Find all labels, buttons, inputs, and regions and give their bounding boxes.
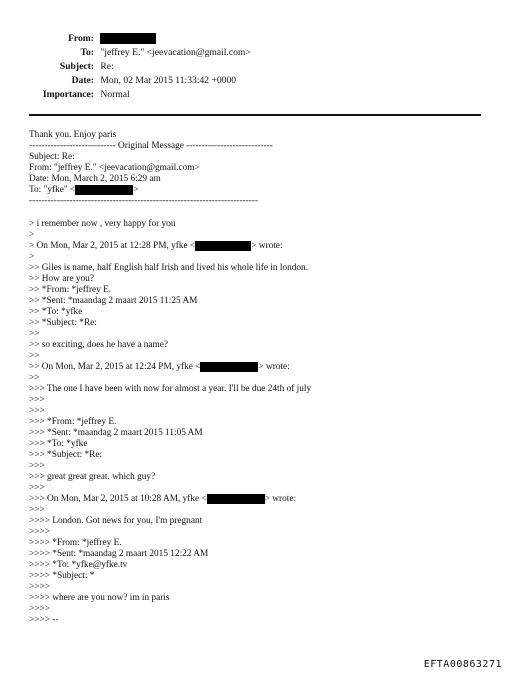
body-line — [29, 241, 283, 252]
redaction-box — [195, 241, 251, 251]
body-line: Date: Mon, March 2, 2015 6:29 am — [29, 174, 161, 184]
body-line: >>>> — [29, 604, 50, 614]
body-line: >>> *From: *jeffrey E. — [29, 417, 117, 427]
body-text: > — [133, 185, 139, 196]
header-date — [60, 75, 236, 87]
body-line: >>>> — [29, 527, 50, 537]
subject-value: Re: — [100, 61, 114, 72]
bates-number: EFTA00863271 — [423, 659, 502, 670]
to-value: "jeffrey E." <jeevacation@gmail.com> — [100, 47, 251, 58]
body-line: >>> — [29, 395, 45, 405]
date-value: Mon, 02 Mar 2015 11:33:42 +0000 — [100, 75, 237, 86]
body-line — [29, 185, 139, 196]
body-line: >>>> -- — [29, 615, 59, 625]
body-line: >>>> *Sent: *maandag 2 maart 2015 12:22 AM — [29, 549, 209, 559]
redaction-box — [75, 185, 133, 195]
redaction-box — [200, 362, 258, 372]
body-line: >> so exciting, does he have a name? — [29, 340, 169, 350]
body-line: >>> great great great. which guy? — [29, 472, 156, 482]
body-line: >>>> London. Got news for you, I'm pregnant — [29, 516, 203, 526]
body-line: Thank you. Enjoy paris — [29, 130, 117, 140]
body-text: >>> On Mon, Mar 2, 2015 at 10:28 AM, yfke < — [29, 494, 207, 505]
to-label: To: — [80, 47, 94, 58]
body-text: >> On Mon, Mar 2, 2015 at 12:24 PM, yfke < — [29, 362, 201, 373]
body-line: >>> — [29, 406, 45, 416]
body-line: >> *Sent: *maandag 2 maart 2015 11:25 AM — [29, 296, 198, 306]
subject-label: Subject: — [59, 61, 94, 72]
body-line: >>> The one I have been with now for almost a year. I'll be due 24th of july — [29, 384, 312, 394]
date-label: Date: — [71, 75, 94, 86]
body-line — [29, 494, 296, 505]
body-line: >>> — [29, 483, 45, 493]
body-line: >>>> where are you now? im in paris — [29, 593, 170, 603]
body-line: >> *Subject: *Re: — [29, 318, 97, 328]
body-line: >> Giles is name, half English half Irish and lived his whole life in london. — [29, 263, 309, 273]
body-line: >> How are you? — [29, 274, 94, 284]
importance-value: Normal — [100, 89, 130, 100]
body-line: >>>> *To: *yfke@yfke.tv — [29, 560, 128, 570]
body-line: >> — [29, 329, 40, 339]
redaction-box — [207, 494, 265, 504]
body-line: >> *From: *jeffrey E. — [29, 285, 112, 295]
body-line: >>>> *Subject: * — [29, 571, 95, 581]
body-line: >> — [29, 351, 40, 361]
body-line: >>> — [29, 461, 45, 471]
body-text: > On Mon, Mar 2, 2015 at 12:28 PM, yfke < — [29, 241, 196, 252]
header-divider — [29, 114, 481, 116]
importance-label: Importance: — [42, 89, 94, 100]
body-line: ---------------------------- Original Message ---------------------------- — [29, 141, 273, 151]
body-text: To: "yfke" < — [29, 185, 76, 196]
body-line: > — [29, 252, 35, 262]
body-line: >>> *Subject: *Re: — [29, 450, 103, 460]
body-text: > wrote: — [251, 241, 283, 252]
body-line: >>>> *From: *jeffrey E. — [29, 538, 122, 548]
body-text: > wrote: — [264, 494, 297, 505]
body-line: >>> — [29, 505, 45, 515]
body-text: > wrote: — [258, 362, 290, 373]
body-line: >>> *To: *yfke — [29, 439, 88, 449]
body-line: > i remember now , very happy for you — [29, 219, 176, 229]
header-importance — [35, 89, 130, 101]
body-line: > — [29, 230, 35, 240]
body-line: >>> *Sent: *maandag 2 maart 2015 11:05 AM — [29, 428, 203, 438]
body-line — [29, 362, 290, 373]
header-from — [60, 33, 156, 45]
body-line: >> *To: *yfke — [29, 307, 83, 317]
body-line: Subject: Re: — [29, 152, 75, 162]
body-line: >> — [29, 373, 40, 383]
body-line: -------------------------------------------------------------------------- — [29, 196, 259, 206]
header-to — [60, 47, 251, 59]
body-line: >>>> — [29, 582, 50, 592]
body-line: From: "jeffrey E." <jeevacation@gmail.com> — [29, 163, 200, 173]
header-subject — [40, 61, 114, 73]
redaction-box — [100, 33, 156, 44]
from-label: From: — [68, 33, 94, 44]
